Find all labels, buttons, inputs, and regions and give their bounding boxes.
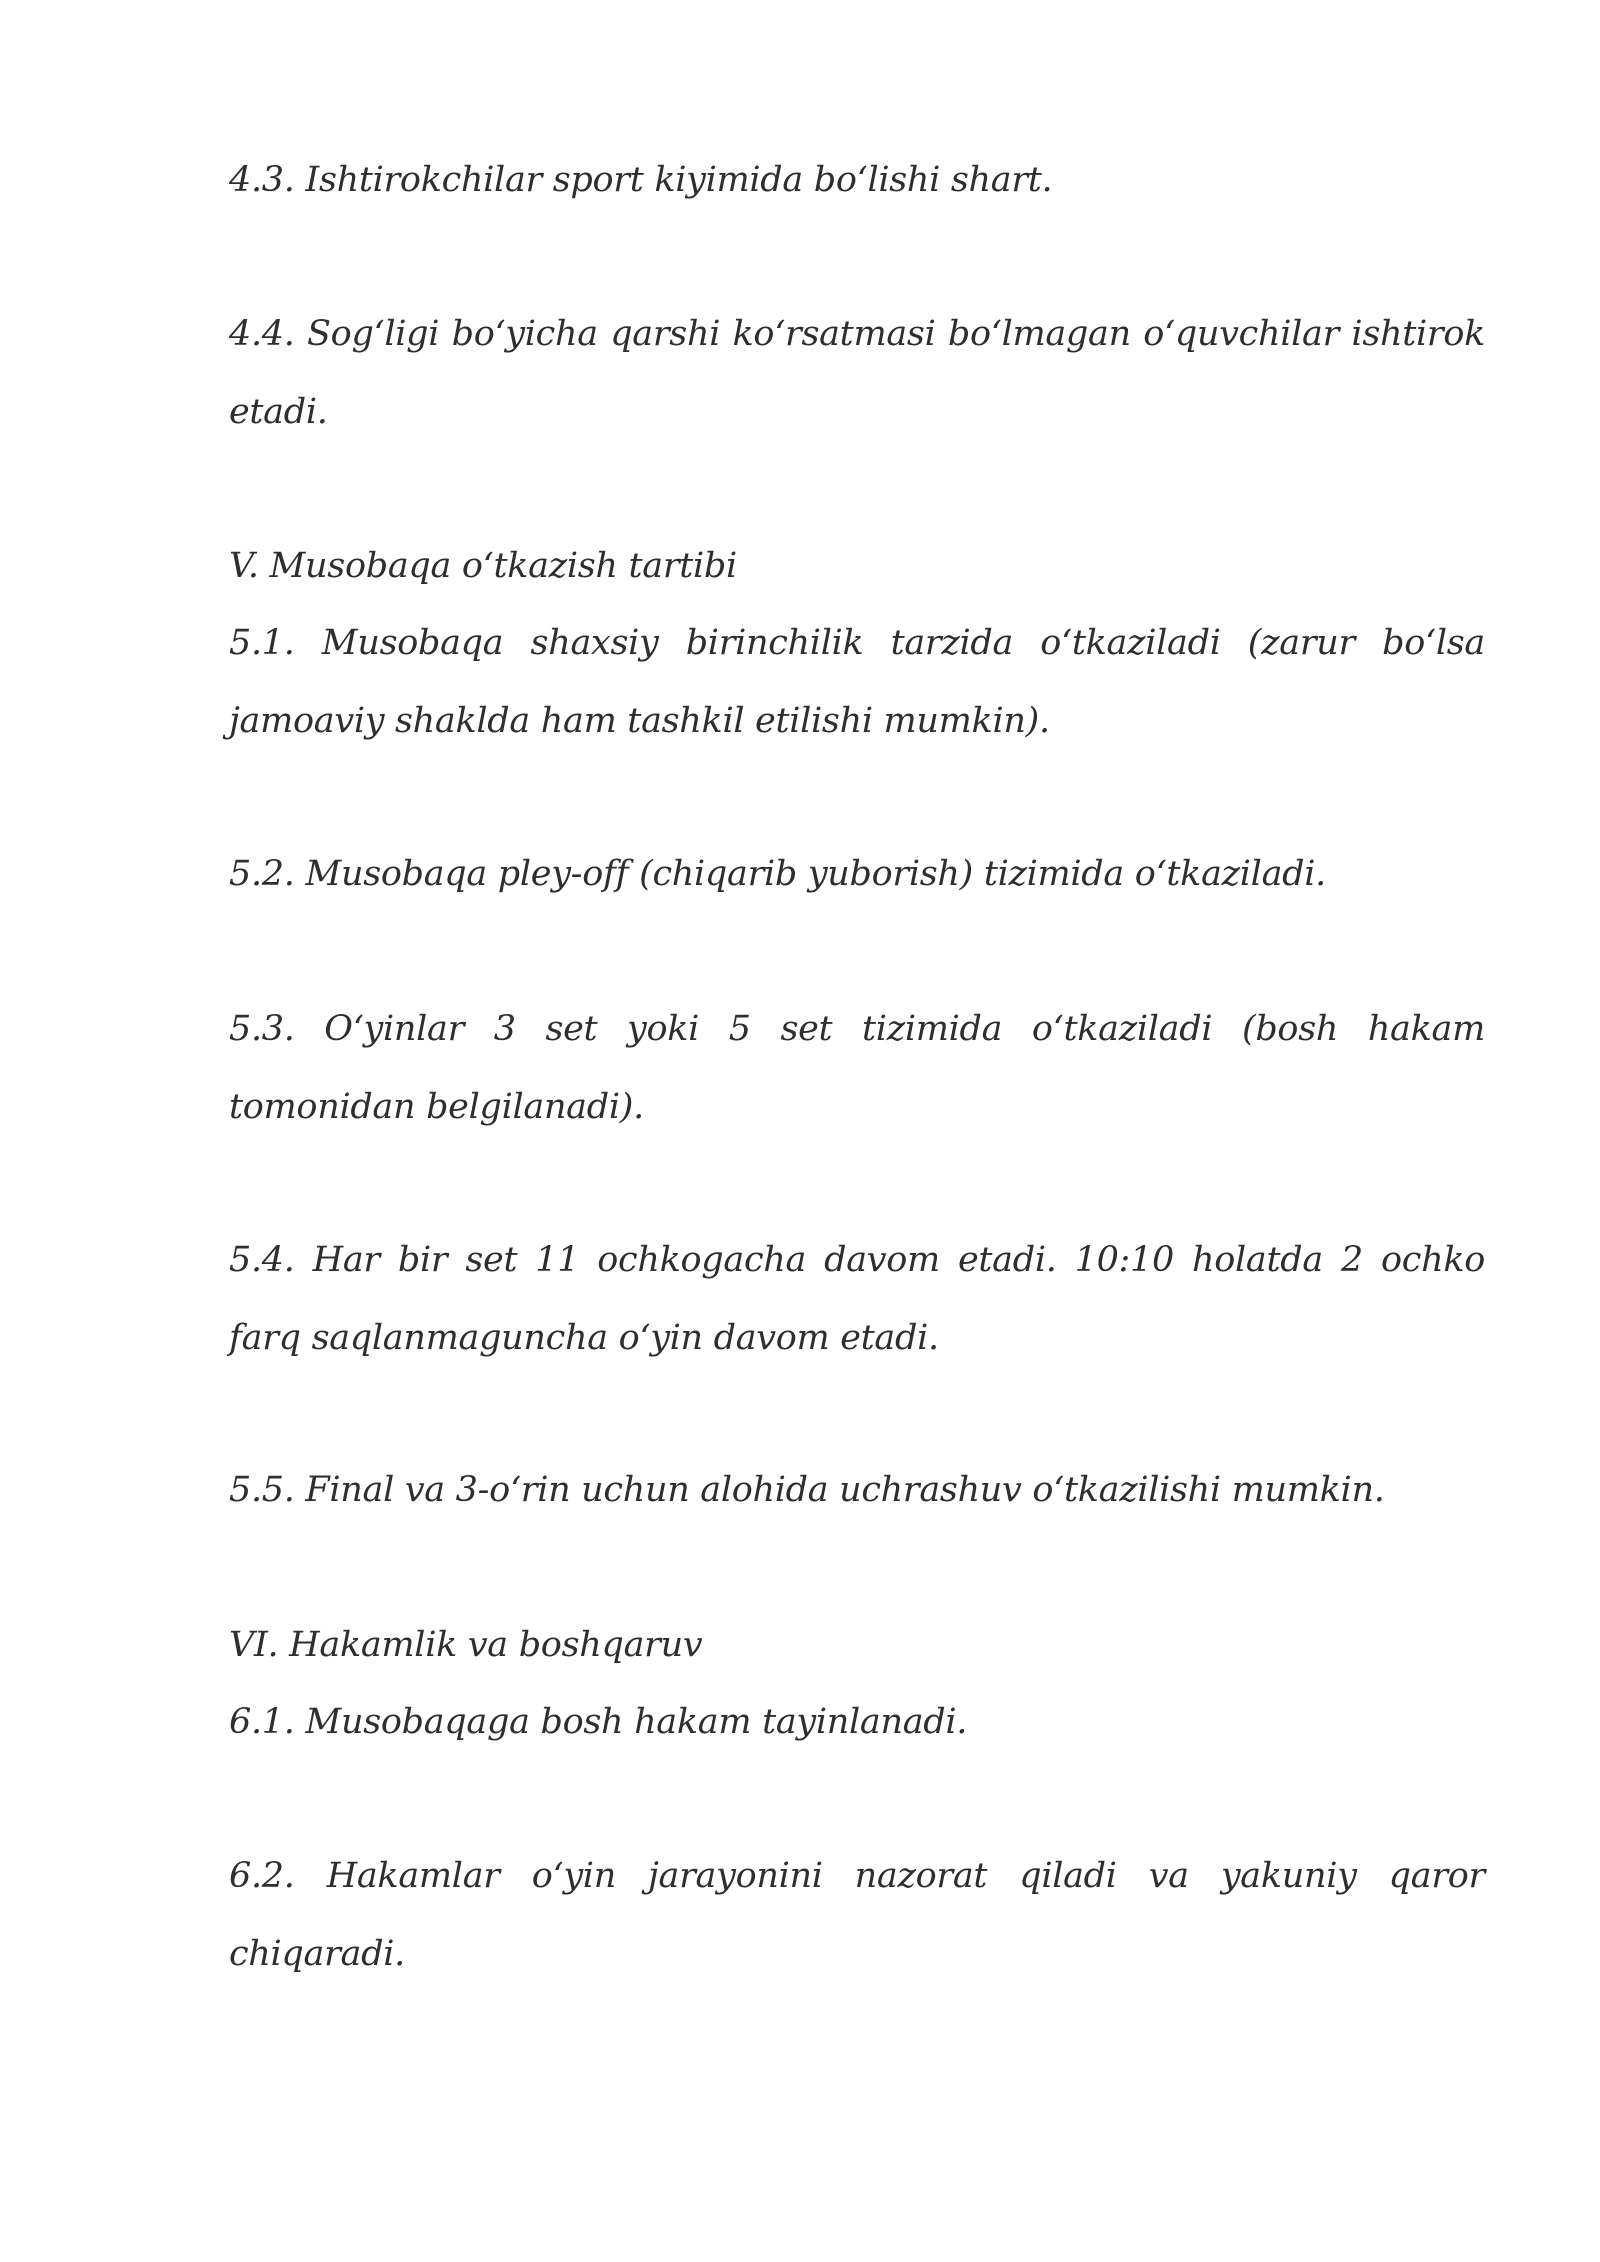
paragraph-5-2: 5.2. Musobaqa pley-off (chiqarib yuborish) tizimida o‘tkaziladi. <box>229 854 1326 894</box>
paragraph-4-3: 4.3. Ishtirokchilar sport kiyimida bo‘lishi shart. <box>229 160 1053 200</box>
paragraph-6-1: 6.1. Musobaqaga bosh hakam tayinlanadi. <box>229 1702 968 1742</box>
paragraph-5-3: 5.3. O‘yinlar 3 set yoki 5 set tizimida o‘tkaziladi (bosh hakam tomonidan belgilanadi). <box>229 1009 1485 1127</box>
paragraph-5-5: 5.5. Final va 3-o‘rin uchun alohida uchrashuv o‘tkazilishi mumkin. <box>229 1470 1385 1510</box>
paragraph-6-2: 6.2. Hakamlar o‘yin jarayonini nazorat qiladi va yakuniy qaror chiqaradi. <box>229 1856 1485 1974</box>
paragraph-4-4: 4.4. Sog‘ligi bo‘yicha qarshi ko‘rsatmasi bo‘lmagan o‘quvchilar ishtirok etadi. <box>229 314 1485 432</box>
paragraph-5-4: 5.4. Har bir set 11 ochkogacha davom etadi. 10:10 holatda 2 ochko farq saqlanmaguncha o‘yin davom etadi. <box>229 1240 1485 1358</box>
section-6-heading: VI. Hakamlik va boshqaruv <box>229 1625 703 1665</box>
paragraph-5-1: 5.1. Musobaqa shaxsiy birinchilik tarzida o‘tkaziladi (zarur bo‘lsa jamoaviy shaklda ham tashkil etilishi mumkin). <box>229 623 1485 741</box>
section-5-heading: V. Musobaqa o‘tkazish tartibi <box>229 546 737 586</box>
